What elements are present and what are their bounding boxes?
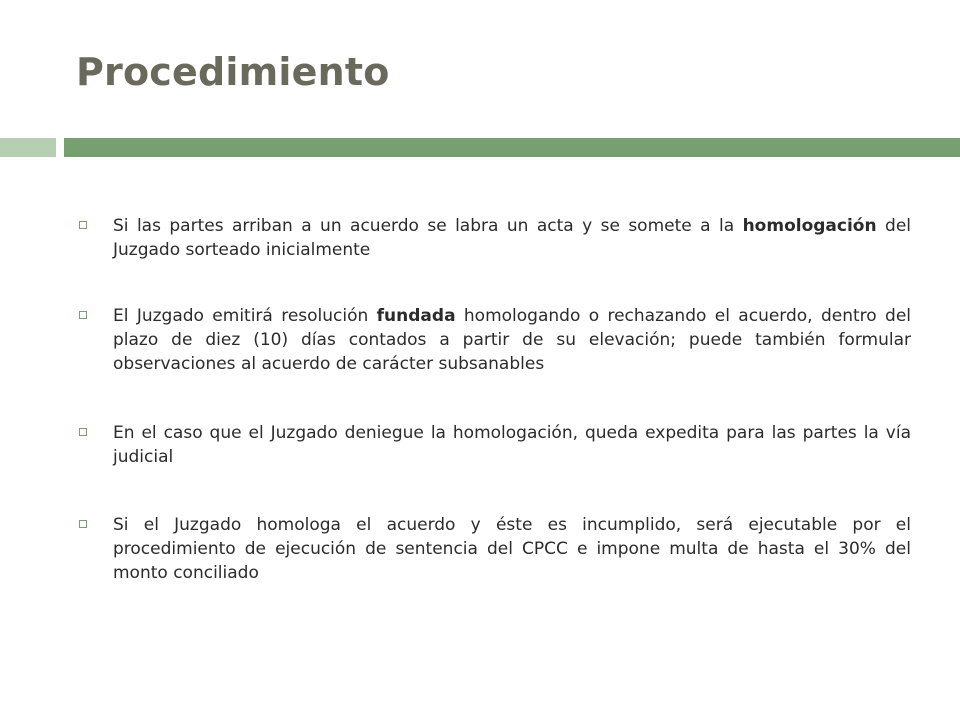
bullet-text-part: Si las partes arriban a un acuerdo se labra un acta y se somete a la [113, 216, 743, 236]
square-bullet-icon [79, 428, 87, 436]
square-bullet-icon [79, 221, 87, 229]
slide-title: Procedimiento [76, 50, 390, 94]
bullet-text [113, 306, 911, 374]
bullet-text-part: El Juzgado emitirá resolución [113, 306, 377, 326]
bullet-text-part: homologando o rechazando el acuerdo, dentro del plazo de diez (10) días contados a partir de su elevación; puede también formular observaciones al acuerdo de carácter subsanables [113, 306, 911, 374]
bullet-text: Si el Juzgado homologa el acuerdo y éste es incumplido, será ejecutable por el procedimiento de ejecución de sentencia del CPCC e impone multa de hasta el 30% del monto conciliado [113, 515, 911, 583]
bullet-text-bold: fundada [376, 306, 456, 326]
bullet-item-homologacion [76, 214, 911, 262]
square-bullet-icon [79, 311, 87, 319]
square-bullet-icon [79, 520, 87, 528]
bullet-text-bold: homologación [742, 216, 877, 236]
bullet-text [113, 216, 911, 260]
accent-bar-dark [64, 138, 960, 157]
bullet-item-incumplimiento [76, 513, 911, 585]
bullet-item-denegacion [76, 421, 911, 469]
bullet-text-part: del Juzgado sorteado inicialmente [113, 216, 911, 260]
accent-bar-light [0, 138, 56, 157]
bullet-text: En el caso que el Juzgado deniegue la homologación, queda expedita para las partes la vía judicial [113, 423, 911, 467]
bullet-item-resolucion [76, 304, 911, 376]
bullet-list [76, 214, 911, 627]
